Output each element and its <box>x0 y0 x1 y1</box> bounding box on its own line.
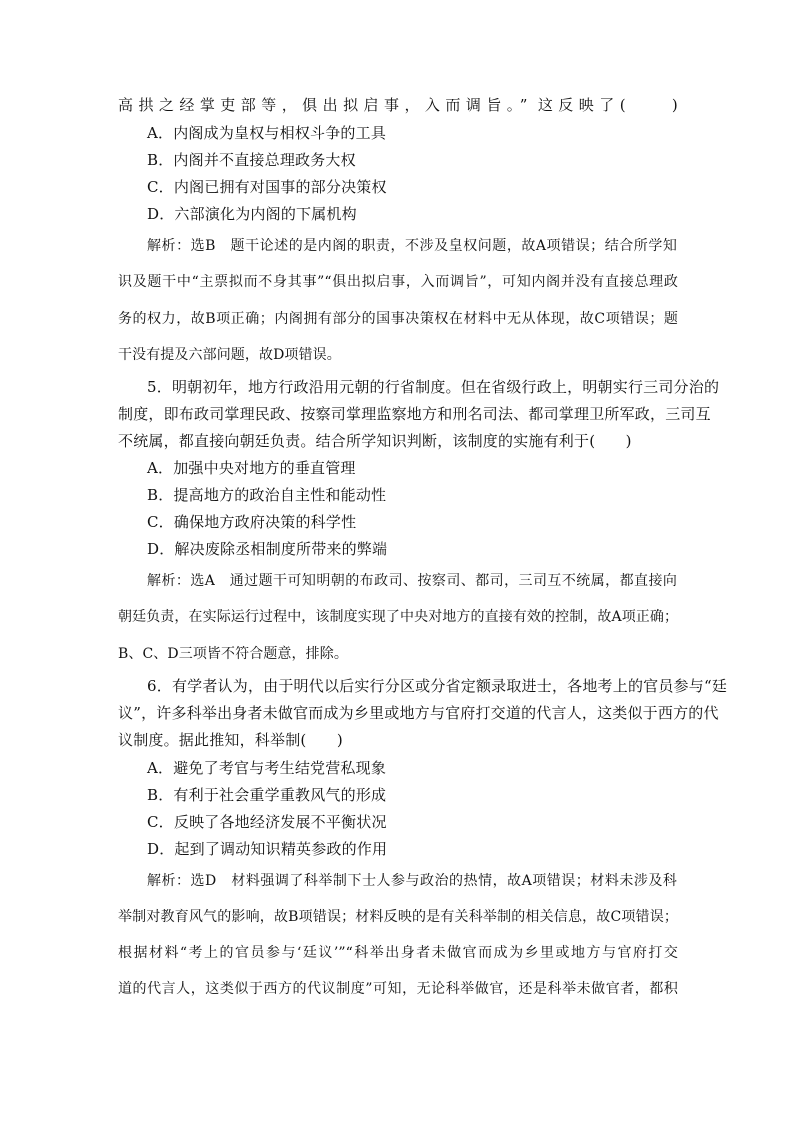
q4-option-d: D．六部演化为内阁的下属机构 <box>147 205 357 223</box>
q4-option-a: A．内阁成为皇权与相权斗争的工具 <box>147 124 387 142</box>
q6-option-c: C．反映了各地经济发展不平衡状况 <box>147 813 387 831</box>
q5-stem-line-1: 5．明朝初年，地方行政沿用元朝的行省制度。但在省级行政上，明朝实行三司分治的 <box>147 378 720 396</box>
q5-stem-line-2: 制度，即布政司掌理民政、按察司掌理监察地方和刑名司法、都司掌理卫所军政，三司互 <box>118 405 711 423</box>
q4-option-b: B．内阁并不直接总理政务大权 <box>147 151 356 169</box>
q5-analysis-line-3: B、C、D三项皆不符合题意，排除。 <box>118 646 348 662</box>
q4-analysis-line-4: 干没有提及六部问题，故D项错误。 <box>118 347 341 363</box>
q6-analysis-line-4: 道的代言人，这类似于西方的代议制度”可知，无论科举做官，还是科举未做官者，都积 <box>118 981 678 997</box>
q5-option-d: D．解决废除丞相制度所带来的弊端 <box>147 540 388 558</box>
q5-stem-line-3: 不统属，都直接向朝廷负责。结合所学知识判断，该制度的实施有利于( ) <box>118 432 632 450</box>
q5-option-a: A．加强中央对地方的垂直管理 <box>147 459 356 477</box>
q6-stem-line-1: 6．有学者认为，由于明代以后实行分区或分省定额录取进士，各地考上的官员参与“廷 <box>147 677 728 695</box>
q4-stem-tail: 高拱之经掌吏部等，俱出拟启事，入而调旨。” 这反映了( ) <box>118 96 678 114</box>
q6-analysis-line-2: 举制对教育风气的影响，故B项错误；材料反映的是有关科举制的相关信息，故C项错误； <box>118 909 678 925</box>
q4-analysis-line-3: 务的权力，故B项正确；内阁拥有部分的国事决策权在材料中无从体现，故C项错误；题 <box>118 311 678 327</box>
q4-analysis-line-1: 解析：选B 题干论述的是内阁的职责，不涉及皇权问题，故A项错误；结合所学知 <box>147 238 677 254</box>
q5-option-b: B．提高地方的政治自主性和能动性 <box>147 486 387 504</box>
q5-option-c: C．确保地方政府决策的科学性 <box>147 513 357 531</box>
q6-stem-line-2: 议”，许多科举出身者未做官而成为乡里或地方与官府打交道的代言人，这类似于西方的代 <box>118 704 719 722</box>
q5-analysis-line-2: 朝廷负责，在实际运行过程中，该制度实现了中央对地方的直接有效的控制，故A项正确； <box>118 609 679 625</box>
q6-option-b: B．有利于社会重学重教风气的形成 <box>147 786 387 804</box>
q4-option-c: C．内阁已拥有对国事的部分决策权 <box>147 178 387 196</box>
q6-option-a: A．避免了考官与考生结党营私现象 <box>147 759 387 777</box>
q5-analysis-line-1: 解析：选A 通过题干可知明朝的布政司、按察司、都司，三司互不统属，都直接向 <box>147 573 677 589</box>
q6-analysis-line-3: 根据材料“考上的官员参与‘廷议’”“科举出身者未做官而成为乡里或地方与官府打交 <box>118 945 678 961</box>
q4-analysis-line-2: 识及题干中“主票拟而不身其事”“俱出拟启事，入而调旨”，可知内阁并没有直接总理政 <box>118 274 678 290</box>
q6-analysis-line-1: 解析：选D 材料强调了科举制下士人参与政治的热情，故A项错误；材料未涉及科 <box>147 873 677 889</box>
q6-option-d: D．起到了调动知识精英参政的作用 <box>147 840 388 858</box>
q6-stem-line-3: 议制度。据此推知，科举制( ) <box>118 731 343 749</box>
